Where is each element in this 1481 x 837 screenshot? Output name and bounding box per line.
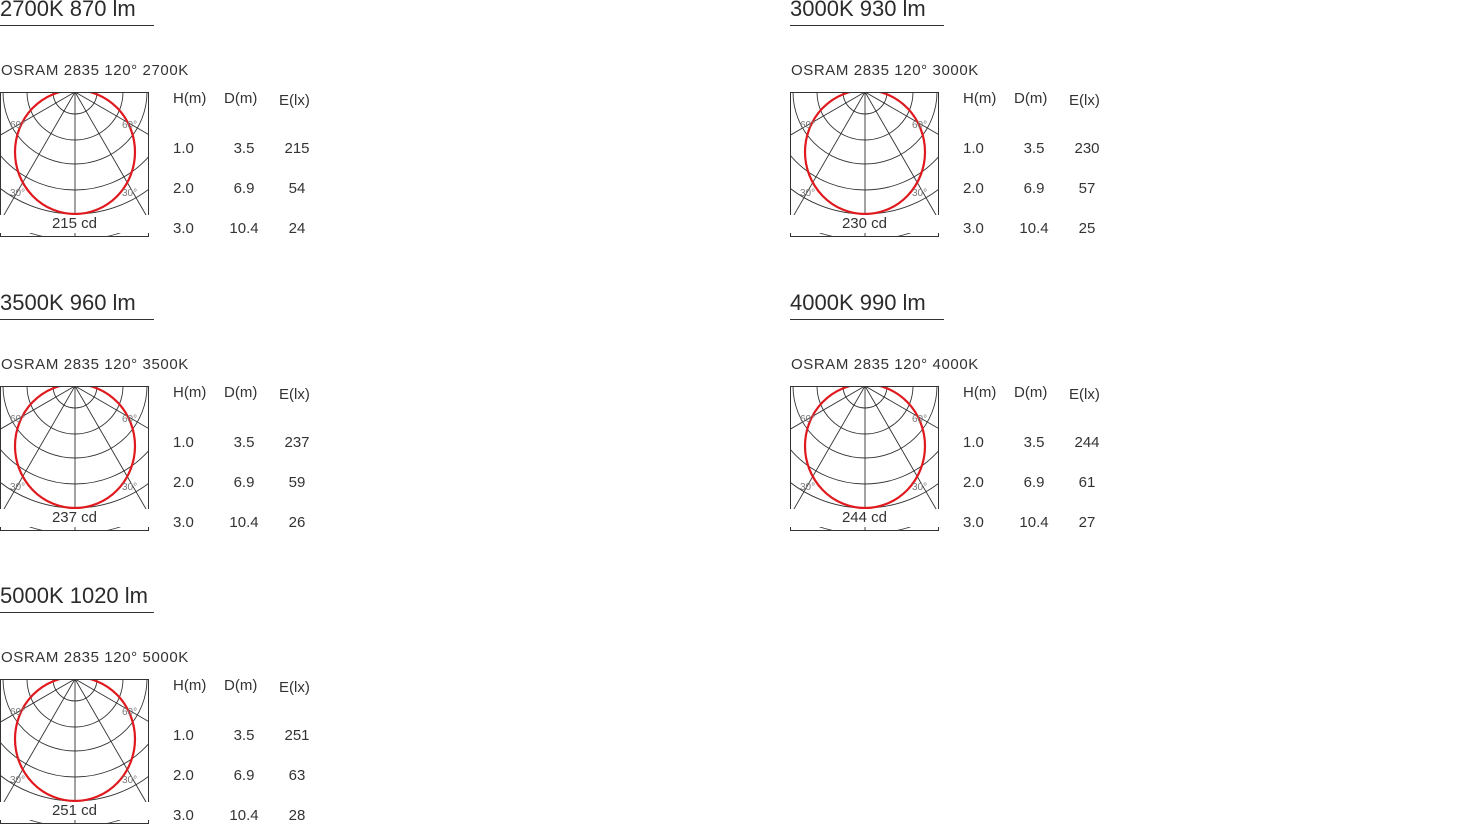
cell-diameter: 10.4 [1019,220,1049,237]
polar-distribution-diagram [0,386,150,532]
angle-label-right-30: 30° [122,775,138,786]
photometric-panel-4000k [790,290,1150,544]
cell-diameter: 10.4 [229,514,259,531]
angle-label-right-60: 60° [912,414,928,425]
cell-height: 2.0 [173,474,194,491]
header-illuminance: E(lx) [279,92,310,109]
cell-diameter: 3.5 [233,140,255,157]
led-model-label: OSRAM 2835 120° 3500K [1,356,189,373]
header-height: H(m) [963,90,997,107]
angle-label-right-60: 60° [122,707,138,718]
cell-height: 2.0 [173,180,194,197]
peak-intensity-label: 237 cd [0,509,149,527]
cell-illuminance: 63 [288,767,306,784]
cell-diameter: 10.4 [1019,514,1049,531]
peak-intensity-label: 230 cd [790,215,939,233]
header-diameter: D(m) [224,677,258,694]
panel-title: 3000K 930 lm [790,0,944,26]
polar-distribution-diagram [0,92,150,238]
cell-illuminance: 25 [1078,220,1096,237]
led-model-label: OSRAM 2835 120° 3000K [791,62,979,79]
panel-title: 2700K 870 lm [0,0,154,26]
cell-illuminance: 237 [284,434,310,451]
header-height: H(m) [963,384,997,401]
cell-illuminance: 251 [284,727,310,744]
cell-illuminance: 24 [288,220,306,237]
cell-illuminance: 26 [288,514,306,531]
photometric-panel-5000k [0,583,360,837]
cell-height: 1.0 [173,140,194,157]
cell-diameter: 10.4 [229,220,259,237]
angle-label-right-30: 30° [122,482,138,493]
cell-illuminance: 27 [1078,514,1096,531]
header-height: H(m) [173,90,207,107]
grid-spoke [0,386,75,496]
panel-title: 4000K 990 lm [790,288,944,320]
angle-label-left-30: 30° [10,775,26,786]
grid-spoke [75,386,150,496]
angle-label-right-30: 30° [912,188,928,199]
cell-diameter: 6.9 [1023,180,1045,197]
photometric-panel-2700k [0,0,360,250]
cell-height: 2.0 [963,180,984,197]
header-height: H(m) [173,677,207,694]
led-model-label: OSRAM 2835 120° 5000K [1,649,189,666]
angle-label-left-60: 60° [800,120,816,131]
cell-illuminance: 59 [288,474,306,491]
cell-illuminance: 215 [284,140,310,157]
cell-diameter: 6.9 [233,767,255,784]
cell-height: 3.0 [173,220,194,237]
grid-spoke [865,92,940,202]
angle-label-left-30: 30° [800,188,816,199]
cell-diameter: 3.5 [1023,140,1045,157]
panel-title: 5000K 1020 lm [0,581,154,613]
angle-label-left-60: 60° [10,414,26,425]
grid-spoke [865,386,940,496]
polar-distribution-diagram [790,92,940,238]
cell-diameter: 3.5 [233,727,255,744]
cell-height: 1.0 [173,727,194,744]
header-diameter: D(m) [1014,90,1048,107]
cell-height: 3.0 [963,220,984,237]
cell-height: 1.0 [173,434,194,451]
header-illuminance: E(lx) [1069,386,1100,403]
peak-intensity-label: 244 cd [790,509,939,527]
peak-intensity-label: 251 cd [0,802,149,820]
cell-diameter: 10.4 [229,807,259,824]
cell-diameter: 3.5 [1023,434,1045,451]
grid-spoke [790,386,865,496]
header-illuminance: E(lx) [279,679,310,696]
grid-spoke [75,92,150,202]
header-diameter: D(m) [224,90,258,107]
angle-label-left-60: 60° [800,414,816,425]
cell-illuminance: 54 [288,180,306,197]
led-model-label: OSRAM 2835 120° 4000K [791,356,979,373]
panel-title: 3500K 960 lm [0,288,154,320]
led-model-label: OSRAM 2835 120° 2700K [1,62,189,79]
grid-spoke [0,679,75,789]
angle-label-right-60: 60° [122,120,138,131]
cell-diameter: 6.9 [1023,474,1045,491]
angle-label-right-30: 30° [912,482,928,493]
cell-diameter: 6.9 [233,474,255,491]
grid-spoke [790,92,865,202]
cell-diameter: 6.9 [233,180,255,197]
cell-illuminance: 230 [1074,140,1100,157]
polar-distribution-diagram [790,386,940,532]
angle-label-left-60: 60° [10,120,26,131]
angle-label-left-60: 60° [10,707,26,718]
angle-label-right-60: 60° [122,414,138,425]
header-illuminance: E(lx) [1069,92,1100,109]
peak-intensity-label: 215 cd [0,215,149,233]
grid-spoke [0,92,75,202]
angle-label-left-30: 30° [10,482,26,493]
header-height: H(m) [173,384,207,401]
cell-height: 2.0 [963,474,984,491]
cell-height: 1.0 [963,140,984,157]
cell-diameter: 3.5 [233,434,255,451]
photometric-panel-3000k [790,0,1150,250]
photometric-panel-3500k [0,290,360,544]
polar-distribution-diagram [0,679,150,825]
header-illuminance: E(lx) [279,386,310,403]
cell-height: 3.0 [173,514,194,531]
cell-height: 2.0 [173,767,194,784]
cell-height: 1.0 [963,434,984,451]
angle-label-left-30: 30° [800,482,816,493]
cell-illuminance: 244 [1074,434,1100,451]
grid-spoke [75,679,150,789]
angle-label-left-30: 30° [10,188,26,199]
header-diameter: D(m) [224,384,258,401]
cell-height: 3.0 [173,807,194,824]
cell-height: 3.0 [963,514,984,531]
cell-illuminance: 57 [1078,180,1096,197]
cell-illuminance: 28 [288,807,306,824]
angle-label-right-60: 60° [912,120,928,131]
cell-illuminance: 61 [1078,474,1096,491]
header-diameter: D(m) [1014,384,1048,401]
angle-label-right-30: 30° [122,188,138,199]
